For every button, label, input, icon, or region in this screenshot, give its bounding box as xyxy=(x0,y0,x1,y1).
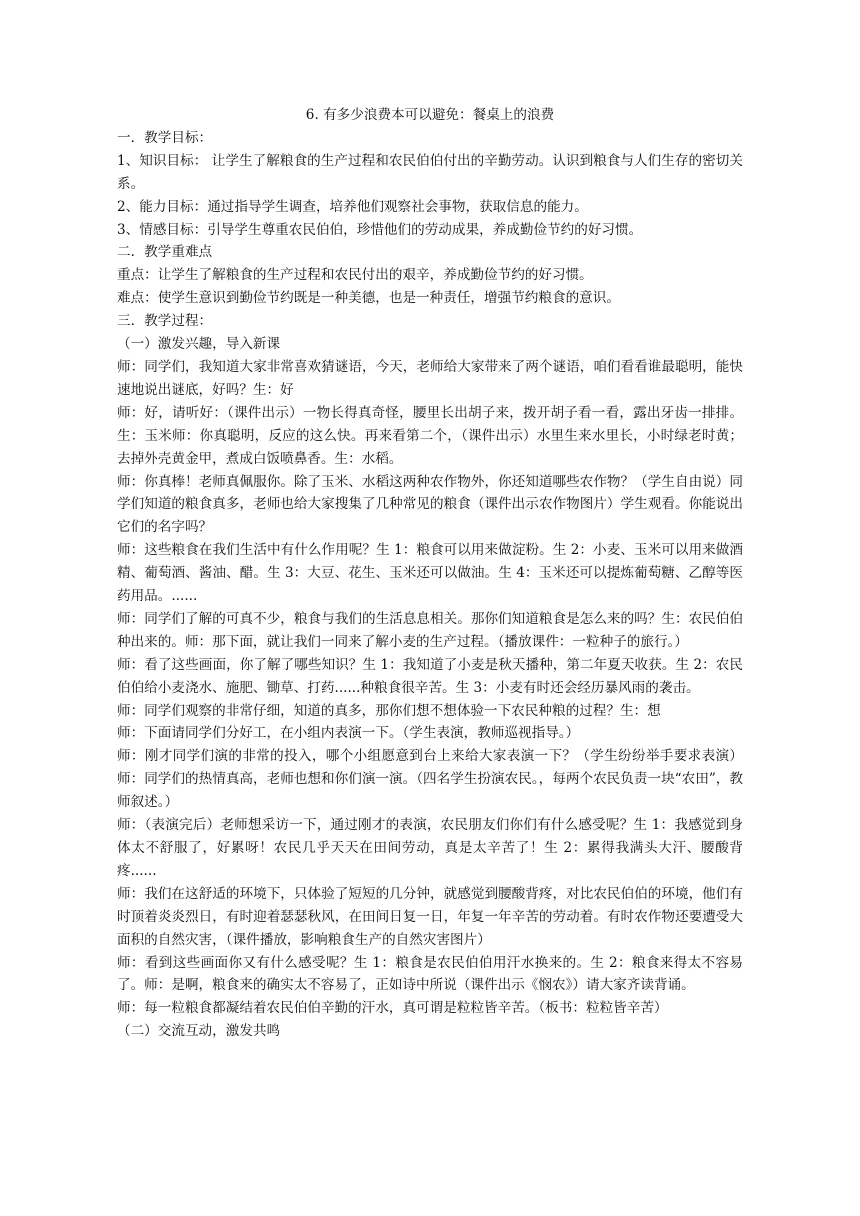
section-heading-key-points: 二．教学重难点 xyxy=(117,244,213,261)
paragraph-poem: 师：看到这些画面你又有什么感受呢？生 1：粮食是农民伯伯用汗水换来的。生 2：粮食来得太不容易了。师：是啊，粮食来的确实太不容易了，正如诗中所说（课件出示《悯农》）请大家齐读背诵。 xyxy=(117,954,743,994)
paragraph-knowledge-goal: 1、知识目标： 让学生了解粮食的生产过程和农民伯伯付出的辛勤劳动。认识到粮食与人们生存的密切关系。 xyxy=(117,152,743,192)
paragraph-farmer-hardship: 师：我们在这舒适的环境下，只体验了短短的几分钟，就感觉到腰酸背疼，对比农民伯伯的环境，他们有时顶着炎炎烈日，有时迎着瑟瑟秋风，在田间日复一日，年复一年辛苦的劳动着。有时农作物还要遭受大面积的自然灾害，（课件播放，影响粮食生产的自然灾害图片） xyxy=(117,885,743,948)
paragraph-experience-question: 师：同学们观察的非常仔细，知道的真多，那你们想不想体验一下农民种粮的过程？生：想 xyxy=(117,702,661,719)
paragraph-key-point: 重点：让学生了解粮食的生产过程和农民付出的艰辛，养成勤俭节约的好习惯。 xyxy=(117,267,593,284)
paragraph-grain-origin: 师：同学们了解的可真不少，粮食与我们的生活息息相关。那你们知道粮食是怎么来的吗？生：农民伯伯种出来的。师：那下面，就让我们一同来了解小麦的生产过程。（播放课件：一粒种子的旅行。） xyxy=(117,610,743,650)
paragraph-riddle-intro: 师：同学们，我知道大家非常喜欢猜谜语，今天，老师给大家带来了两个谜语，咱们看看谁最聪明，能快速地说出谜底，好吗？生：好 xyxy=(117,358,743,398)
paragraph-crops: 师：你真棒！老师真佩服你。除了玉米、水稻这两种农作物外，你还知道哪些农作物？（学生自由说）同学们知道的粮食真多，老师也给大家搜集了几种常见的粮食（课件出示农作物图片）学生观看。你能说出它们的名字吗？ xyxy=(117,473,743,536)
paragraph-stage-performance: 师：刚才同学们演的非常的投入，哪个小组愿意到台上来给大家表演一下？（学生纷纷举手要求表演）师：同学们的热情真高，老师也想和你们演一演。（四名学生扮演农民。，每两个农民负责一块“农田”，教师叙述。） xyxy=(117,748,743,811)
paragraph-group-performance: 师：下面请同学们分好工，在小组内表演一下。（学生表演，教师巡视指导。） xyxy=(117,725,580,742)
subsection-heading-intro: （一）激发兴趣，导入新课 xyxy=(117,336,281,353)
subsection-heading-interaction: （二）交流互动，激发共鸣 xyxy=(117,1023,281,1040)
section-heading-objectives: 一．教学目标： xyxy=(117,129,213,146)
paragraph-riddles: 师：好，请听好：（课件出示）一物长得真奇怪，腰里长出胡子来，拨开胡子看一看，露出牙齿一排排。生：玉米师：你真聪明，反应的这么快。再来看第二个，（课件出示）水里生来水里长，小时绿老时黄；去掉外壳黄金甲，煮成白饭喷鼻香。生：水稻。 xyxy=(117,404,743,467)
document-page xyxy=(117,104,743,1043)
paragraph-emotion-goal: 3、情感目标：引导学生尊重农民伯伯，珍惜他们的劳动成果，养成勤俭节约的好习惯。 xyxy=(117,221,643,238)
paragraph-interview: 师：（表演完后）老师想采访一下，通过刚才的表演，农民朋友们你们有什么感受呢？生 1：我感觉到身体太不舒服了，好累呀！农民几乎天天在田间劳动，真是太辛苦了！生 2：累得我满头大汗、腰酸背疼...... xyxy=(117,817,743,879)
section-heading-process: 三．教学过程： xyxy=(117,313,213,330)
paragraph-difficult-point: 难点：使学生意识到勤俭节约既是一种美德，也是一种责任，增强节约粮食的意识。 xyxy=(117,290,620,307)
paragraph-wheat-knowledge: 师：看了这些画面，你了解了哪些知识？生 1：我知道了小麦是秋天播种，第二年夏天收获。生 2：农民伯伯给小麦浇水、施肥、锄草、打药......种粮食很辛苦。生 3：小麦有时还会经历暴风雨的袭击。 xyxy=(117,656,743,696)
paragraph-ability-goal: 2、能力目标：通过指导学生调查，培养他们观察社会事物，获取信息的能力。 xyxy=(117,198,588,215)
paragraph-blackboard: 师：每一粒粮食都凝结着农民伯伯辛勤的汗水，真可谓是粒粒皆辛苦。（板书：粒粒皆辛苦） xyxy=(117,1000,668,1017)
paragraph-grain-uses: 师：这些粮食在我们生活中有什么作用呢？生 1：粮食可以用来做淀粉。生 2：小麦、玉米可以用来做酒精、葡萄酒、酱油、醋。生 3：大豆、花生、玉米还可以做油。生 4：玉米还可以提炼葡萄糖、乙醇等医药用品。...... xyxy=(117,542,743,605)
document-title: 6. 有多少浪费本可以避免：餐桌上的浪费 xyxy=(305,107,555,123)
